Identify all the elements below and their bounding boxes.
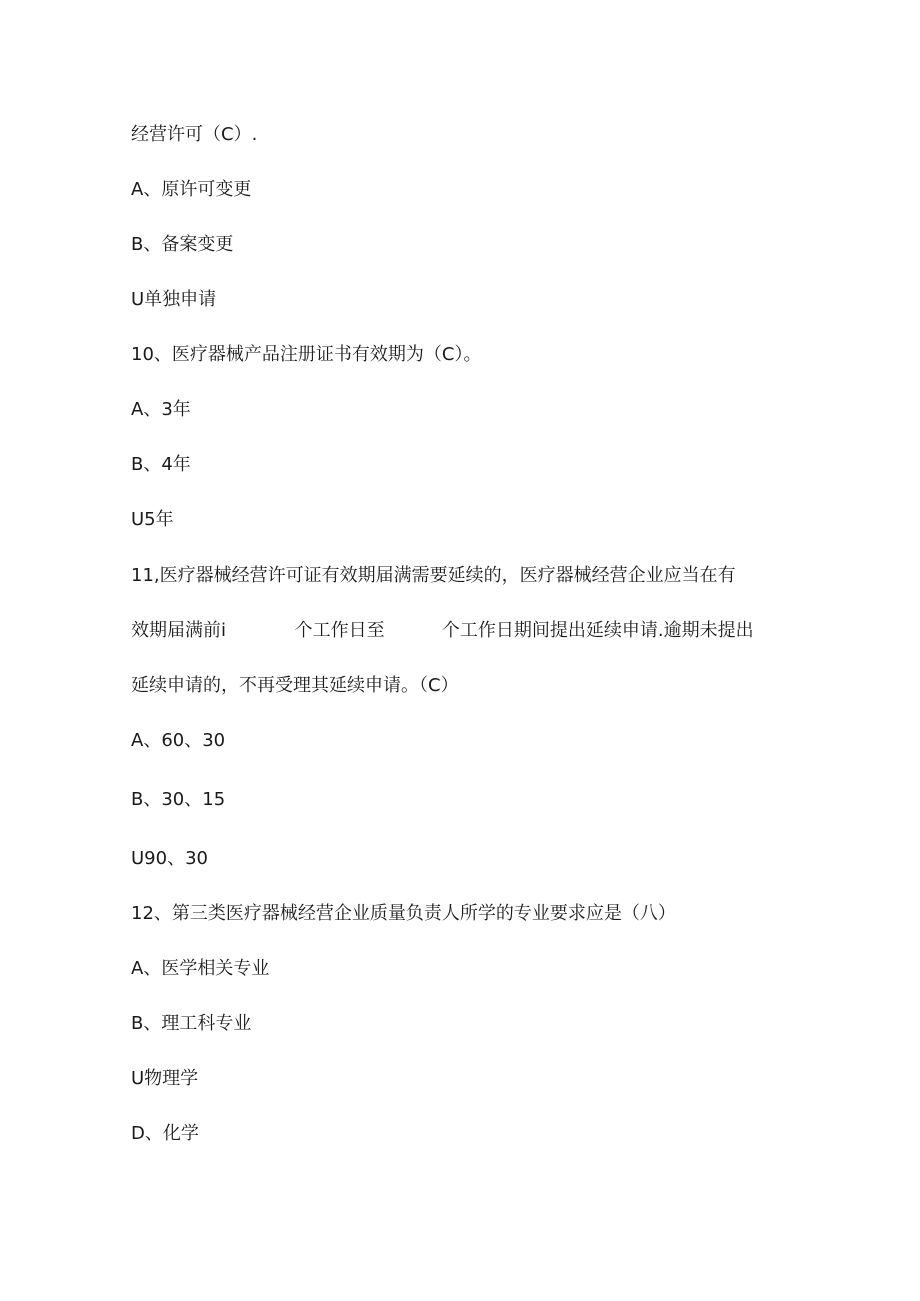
option-line: U物理学 [131,1068,199,1089]
option-line: A、60、30 [131,730,226,751]
option-line: D、化学 [131,1123,199,1144]
text-line: 经营许可（C）. [131,124,258,145]
option-line: B、4年 [131,454,191,475]
option-line: B、备案变更 [131,234,234,255]
option-line: A、医学相关专业 [131,958,270,979]
question-line: 延续申请的，不再受理其延续申请。（C） [131,675,459,696]
option-line: U5年 [131,509,174,530]
option-line: A、3年 [131,399,191,420]
option-line: A、原许可变更 [131,179,252,200]
question-line: 效期届满前i 个工作日至 个工作日期间提出延续申请.逾期未提出 [131,620,754,641]
question-line: 11,医疗器械经营许可证有效期届满需要延续的，医疗器械经营企业应当在有 [131,565,736,586]
option-line: B、理工科专业 [131,1013,252,1034]
option-line: B、30、15 [131,789,226,810]
option-line: U90、30 [131,848,208,869]
question-line: 10、医疗器械产品注册证书有效期为（C）。 [131,344,482,365]
question-line: 12、第三类医疗器械经营企业质量负责人所学的专业要求应是（八） [131,903,676,924]
option-line: U单独申请 [131,289,217,310]
